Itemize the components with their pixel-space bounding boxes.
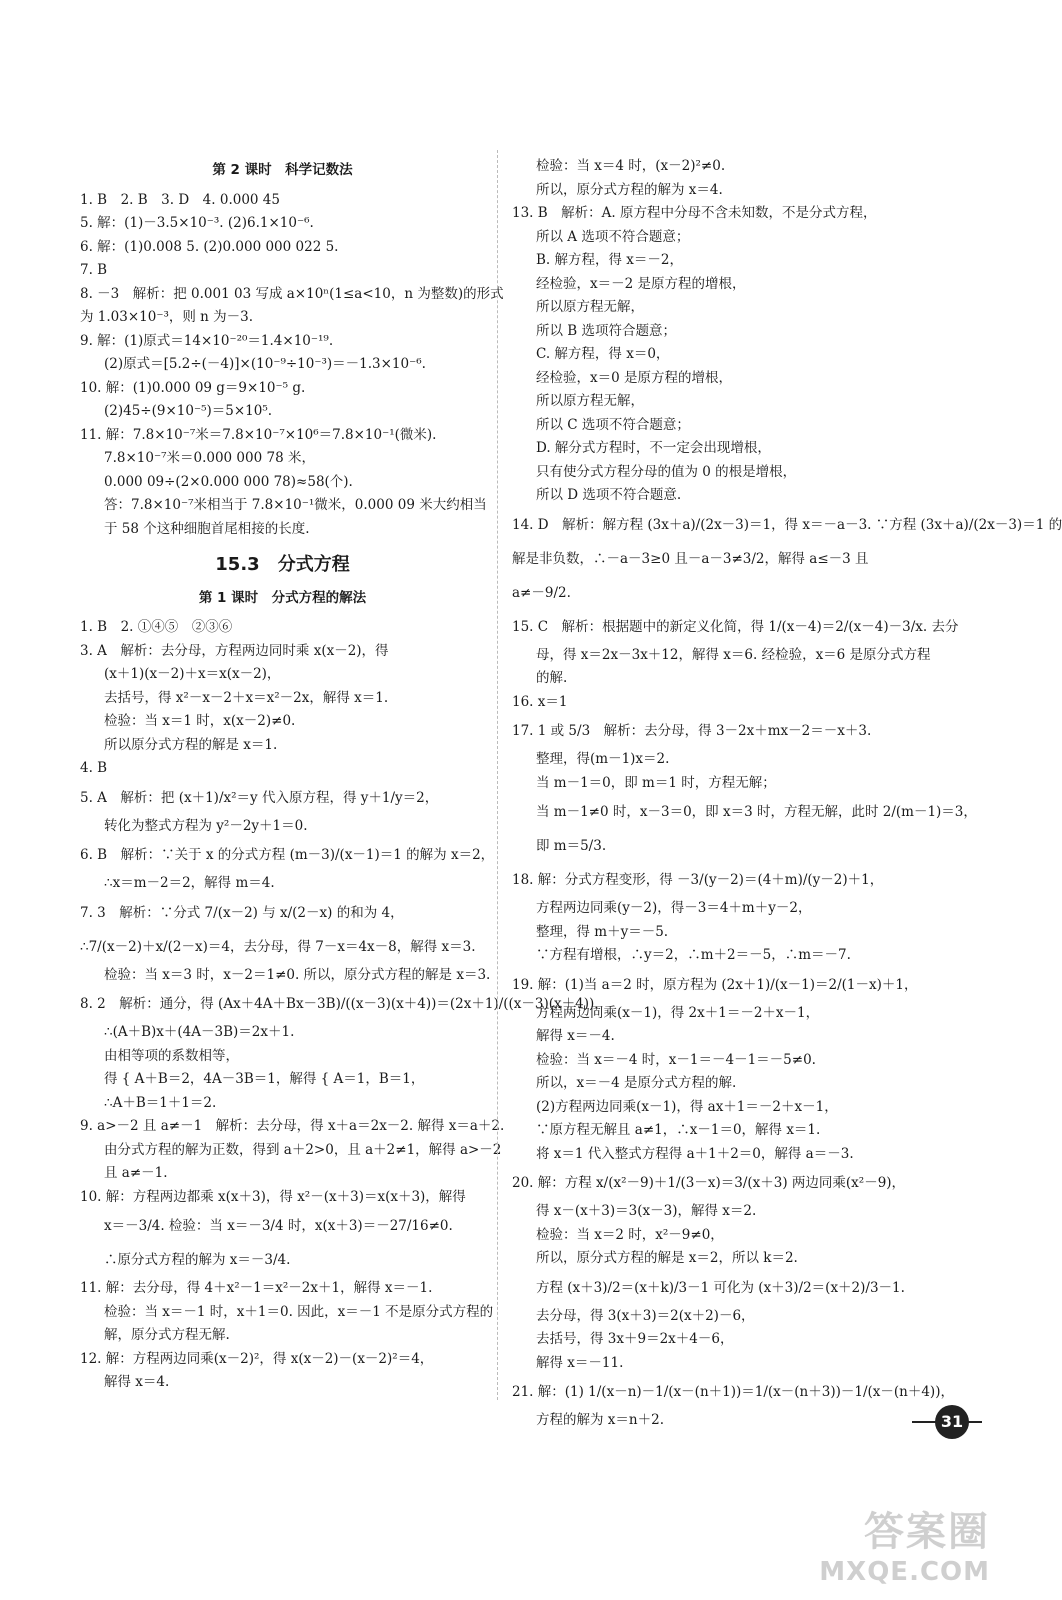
answer-line: (2)方程两边同乘(x－1)，得 ax＋1＝－2＋x－1， — [536, 1098, 838, 1115]
right-column — [512, 155, 1062, 1433]
answer-line: 解得 x＝－11. — [536, 1354, 624, 1371]
answer-line: 1. B 2. ①④⑤ ②③⑥ — [80, 619, 233, 635]
answer-line: C. 解方程，得 x＝0， — [536, 346, 670, 362]
answer-line: 解是非负数，∴－a－3≥0 且－a－3≠3/2，解得 a≤－3 且 — [512, 550, 869, 567]
answer-line: 所以，x＝－4 是原分式方程的解. — [536, 1075, 737, 1091]
answer-line: 15. C 解析：根据题中的新定义化简，得 1/(x－4)＝2/(x－4)－3/x. 去分 — [512, 618, 959, 635]
answer-line: 方程两边同乘(y－2)，得－3＝4＋m＋y－2， — [536, 900, 812, 916]
answer-line: ∵原方程无解且 a≠1，∴x－1＝0，解得 x＝1. — [536, 1122, 821, 1138]
answer-line: 解，原分式方程无解. — [104, 1327, 230, 1343]
answer-line: 8. －3 解析：把 0.001 03 写成 a×10ⁿ(1≤a<10，n 为整数)的形式 — [80, 285, 504, 302]
answer-line: 21. 解：(1) 1/(x－n)－1/(x－(n＋1))＝1/(x－(n＋3))－1/(x－(n＋4))， — [512, 1384, 954, 1400]
answer-line: 9. a>－2 且 a≠－1 解析：去分母，得 x＋a＝2x－2. 解得 x＝a＋2. — [80, 1118, 505, 1134]
answer-line: ∴x＝m－2＝2，解得 m＝4. — [104, 875, 275, 891]
answer-line: 17. 1 或 5/3 解析：去分母，得 3－2x＋mx－2＝－x＋3. — [512, 723, 872, 739]
watermark-logo-text: 答案圈 — [864, 1509, 990, 1555]
answer-line: 20. 解：方程 x/(x²－9)＋1/(3－x)＝3/(x＋3) 两边同乘(x²－9)， — [512, 1175, 906, 1191]
answer-line: 7.8×10⁻⁷米＝0.000 000 78 米， — [104, 450, 315, 466]
answer-line: 所以原方程无解， — [536, 393, 644, 409]
answer-line: ∴A＋B＝1＋1＝2. — [104, 1094, 217, 1111]
answer-line: ∴(A＋B)x＋(4A－3B)＝2x＋1. — [104, 1024, 295, 1040]
page-number: 31 — [935, 1405, 969, 1439]
answer-line: 7. 3 解析：∵分式 7/(x－2) 与 x/(2－x) 的和为 4， — [80, 904, 404, 921]
answer-line: B. 解方程，得 x＝－2， — [536, 252, 683, 268]
answer-line: 由分式方程的解为正数，得到 a＋2>0，且 a＋2≠1，解得 a>－2 — [104, 1141, 502, 1158]
answer-line: 6. B 解析：∵关于 x 的分式方程 (m－3)/(x－1)＝1 的解为 x＝2， — [80, 847, 495, 863]
answer-line: 方程 (x＋3)/2＝(x＋k)/3－1 可化为 (x＋3)/2＝(x＋2)/3－1. — [536, 1279, 905, 1296]
answer-line: 7. B — [80, 262, 108, 278]
answer-line: ∴7/(x－2)＋x/(2－x)＝4，去分母，得 7－x＝4x－8，解得 x＝3. — [80, 938, 476, 955]
answer-line: 解得 x＝－4. — [536, 1028, 615, 1044]
answer-line: 检验：当 x＝－1 时，x＋1＝0. 因此，x＝－1 不是原分式方程的 — [104, 1303, 494, 1320]
answer-line: a≠－9/2. — [512, 584, 571, 601]
answer-line: 所以，原分式方程的解为 x＝4. — [536, 181, 723, 198]
answer-line: 去括号，得 x²－x－2＋x＝x²－2x，解得 x＝1. — [104, 689, 389, 706]
answer-line: 16. x＝1 — [512, 693, 568, 710]
answer-line: 母，得 x＝2x－3x＋12，解得 x＝6. 经检验，x＝6 是原分式方程 — [536, 646, 931, 663]
answer-line: 10. 解：(1)0.000 09 g＝9×10⁻⁵ g. — [80, 379, 306, 396]
lesson-title: 第 2 课时 科学记数法 — [212, 162, 353, 178]
answer-line: 12. 解：方程两边同乘(x－2)²，得 x(x－2)－(x－2)²＝4， — [80, 1350, 434, 1367]
answer-line: 经检验，x＝0 是原方程的增根， — [536, 369, 732, 386]
answer-line: 所以，原分式方程的解是 x＝2，所以 k＝2. — [536, 1250, 798, 1266]
answer-line: 11. 解：7.8×10⁻⁷米＝7.8×10⁻⁷×10⁶＝7.8×10⁻¹(微米). — [80, 426, 437, 443]
answer-line: 18. 解：分式方程变形，得 －3/(y－2)＝(4＋m)/(y－2)＋1， — [512, 872, 884, 888]
answer-line: D. 解分式方程时，不一定会出现增根， — [536, 440, 771, 456]
answer-line: 将 x＝1 代入整式方程得 a＋1＋2＝0，解得 a＝－3. — [536, 1145, 854, 1162]
answer-line: 0.000 09÷(2×0.000 000 78)≈58(个). — [104, 473, 353, 490]
answer-line: 经检验，x＝－2 是原方程的增根， — [536, 275, 746, 292]
answer-line: 当 m－1＝0，即 m＝1 时，方程无解； — [536, 774, 776, 791]
answer-line: 由相等项的系数相等， — [104, 1047, 239, 1064]
answer-line: 去括号，得 3x＋9＝2x＋4－6， — [536, 1331, 734, 1347]
answer-line: 于 58 个这种细胞首尾相接的长度. — [104, 520, 310, 537]
answer-line: 的解. — [536, 670, 568, 686]
section-title: 15.3 分式方程 — [215, 554, 350, 575]
answer-line: 即 m＝5/3. — [536, 838, 607, 854]
answer-line: 检验：当 x＝1 时，x(x－2)≠0. — [104, 713, 296, 729]
answer-line: 当 m－1≠0 时，x－3＝0，即 x＝3 时，方程无解，此时 2/(m－1)＝3， — [536, 804, 977, 820]
answer-line: 9. 解：(1)原式＝14×10⁻²⁰＝1.4×10⁻¹⁹. — [80, 332, 334, 349]
answer-line: 6. 解：(1)0.008 5. (2)0.000 000 022 5. — [80, 238, 339, 255]
answer-line: ∴原分式方程的解为 x＝－3/4. — [104, 1252, 291, 1268]
answer-line: 5. 解：(1)－3.5×10⁻³. (2)6.1×10⁻⁶. — [80, 215, 314, 231]
answer-line: 得 x－(x＋3)＝3(x－3)，解得 x＝2. — [536, 1203, 757, 1219]
answer-line: 14. D 解析：解方程 (3x＋a)/(2x－3)＝1，得 x＝－a－3. ∵方程 (3x＋a)/(2x－3)＝1 的 — [512, 516, 1062, 533]
answer-line: x＝－3/4. 检验：当 x＝－3/4 时，x(x＋3)＝－27/16≠0. — [104, 1218, 453, 1234]
column-divider — [497, 150, 498, 1400]
answer-line: 检验：当 x＝3 时，x－2＝1≠0. 所以，原分式方程的解是 x＝3. — [104, 966, 491, 983]
answer-line: 所以原方程无解， — [536, 299, 644, 315]
answer-line: 检验：当 x＝－4 时，x－1＝－4－1＝－5≠0. — [536, 1051, 816, 1068]
answer-line: 只有使分式方程分母的值为 0 的根是增根， — [536, 463, 797, 480]
answer-line: 转化为整式方程为 y²－2y＋1＝0. — [104, 817, 308, 834]
answer-line: 19. 解：(1)当 a＝2 时，原方程为 (2x＋1)/(x－1)＝2/(1－x)＋1， — [512, 976, 918, 993]
answer-line: (x＋1)(x－2)＋x＝x(x－2)， — [104, 666, 281, 682]
answer-line: 8. 2 解析：通分，得 (Ax＋4A＋Bx－3B)/((x－3)(x＋4))＝(2x＋1)/((x－3)(x＋4))， — [80, 996, 608, 1012]
watermark — [790, 1500, 990, 1587]
answer-line: 5. A 解析：把 (x＋1)/x²＝y 代入原方程，得 y＋1/y＝2， — [80, 789, 439, 806]
answer-line: 得 { A＋B＝2，4A－3B＝1，解得 { A＝1，B＝1， — [104, 1071, 425, 1087]
answer-line: 3. A 解析：去分母，方程两边同时乘 x(x－2)，得 — [80, 642, 389, 659]
answer-line: 10. 解：方程两边都乘 x(x＋3)，得 x²－(x＋3)＝x(x＋3)，解得 — [80, 1188, 466, 1205]
answer-line: 且 a≠－1. — [104, 1165, 168, 1181]
answer-line: 所以原分式方程的解是 x＝1. — [104, 736, 278, 753]
answer-line: 解得 x＝4. — [104, 1374, 170, 1390]
answer-line: 所以 D 选项不符合题意. — [536, 487, 682, 503]
answer-line: ∵方程有增根，∴y＝2，∴m＋2＝－5，∴m＝－7. — [536, 947, 851, 963]
answer-line: 为 1.03×10⁻³，则 n 为－3. — [80, 309, 254, 325]
answer-line: 所以 C 选项不符合题意； — [536, 416, 690, 433]
lesson-title: 第 1 课时 分式方程的解法 — [198, 589, 367, 606]
answer-line: 1. B 2. B 3. D 4. 0.000 45 — [80, 191, 280, 208]
answer-line: 所以 A 选项不符合题意； — [536, 228, 690, 245]
answer-line: 检验：当 x＝4 时，(x－2)²≠0. — [536, 158, 726, 174]
answer-line: 整理，得(m－1)x＝2. — [536, 751, 670, 767]
answer-line: (2)原式＝[5.2÷(－4)]×(10⁻⁹÷10⁻³)＝－1.3×10⁻⁶. — [104, 356, 426, 372]
watermark-url: MXQE.COM — [819, 1557, 990, 1587]
answer-line: 所以 B 选项符合题意； — [536, 322, 677, 339]
answer-line: 答：7.8×10⁻⁷米相当于 7.8×10⁻¹微米，0.000 09 米大约相当 — [104, 497, 487, 513]
answer-line: 11. 解：去分母，得 4＋x²－1＝x²－2x＋1，解得 x＝－1. — [80, 1280, 433, 1296]
answer-line: 去分母，得 3(x＋3)＝2(x＋2)－6， — [536, 1307, 755, 1324]
answer-line: 13. B 解析：A. 原方程中分母不含未知数，不是分式方程， — [512, 205, 877, 221]
answer-line: 整理，得 m＋y＝－5. — [536, 923, 669, 940]
answer-line: (2)45÷(9×10⁻⁵)＝5×10⁵. — [104, 403, 273, 419]
answer-line: 4. B — [80, 760, 108, 776]
answer-line: 方程的解为 x＝n＋2. — [536, 1412, 664, 1428]
answer-line: 方程两边同乘(x－1)，得 2x＋1＝－2＋x－1， — [536, 1004, 820, 1021]
answer-line: 检验：当 x＝2 时，x²－9≠0， — [536, 1226, 724, 1243]
